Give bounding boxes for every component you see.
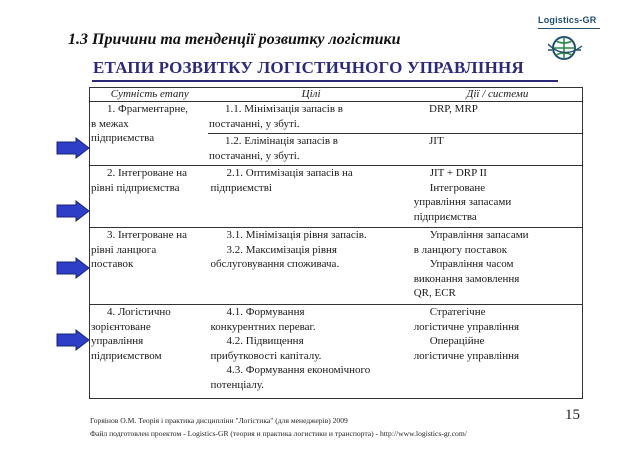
goal-text: конкурентних переваг.: [210, 320, 316, 333]
action-text: в ланцюгу поставок: [413, 243, 508, 256]
logo: [538, 7, 638, 67]
goal-cell: [210, 228, 413, 304]
stage-text: 3. Інтегроване на: [107, 229, 187, 241]
row1-subrows: [208, 102, 582, 165]
table-row: [89, 166, 583, 228]
table-row: [89, 102, 583, 166]
subrow: [208, 133, 582, 165]
right-arrow-icon: [56, 257, 90, 279]
table-header: [89, 87, 583, 102]
stage-cell: [90, 228, 210, 304]
stage-cell: [90, 102, 208, 165]
stage-text: рівні підприємства: [91, 181, 180, 194]
page-number: 15: [565, 407, 580, 423]
action-text: виконання замовлення: [413, 272, 520, 285]
stage-text: підприємством: [91, 349, 162, 362]
goal-text: 4.2. Підвищення: [226, 335, 304, 347]
header-actions: Дії / системи: [466, 88, 529, 100]
goal-cell: [208, 134, 412, 165]
goal-text: постачанні, у збуті.: [209, 149, 300, 162]
subrow: [208, 102, 582, 133]
goal-text: потенціалу.: [210, 378, 264, 391]
globe-icon: [548, 34, 584, 62]
goal-text: 1.2. Елімінація запасів в: [225, 135, 338, 147]
action-text: JIT: [429, 135, 444, 147]
goal-text: обслуговування споживача.: [210, 258, 340, 270]
goal-text: постачанні, у збуті.: [209, 117, 300, 130]
right-arrow-icon: [56, 200, 90, 222]
action-cell: [413, 166, 582, 227]
footer-citation: Горяінов О.М. Теорія і практика дисципліни "Логістика" (для менеджерів) 2009: [90, 416, 348, 425]
header-goals: Цілі: [301, 88, 321, 100]
goal-text: 4.1. Формування: [226, 306, 305, 318]
goal-text: 1.1. Мінімізація запасів в: [225, 103, 343, 115]
table-row: [89, 305, 583, 399]
action-text: Управління часом: [429, 258, 514, 270]
stage-text: рівні ланцюга: [91, 243, 157, 256]
stage-text: поставок: [91, 258, 134, 270]
goal-text: підприємстві: [210, 181, 272, 194]
stage-text: зорієнтоване: [91, 320, 151, 333]
goal-text: 3.2. Максимізація рівня: [226, 243, 337, 256]
goal-text: 2.1. Оптимізація запасів на: [226, 167, 353, 179]
stage-text: 4. Логістично: [107, 306, 171, 318]
goal-cell: [210, 305, 413, 398]
main-title: ЕТАПИ РОЗВИТКУ ЛОГІСТИЧНОГО УПРАВЛІННЯ: [93, 58, 524, 77]
stage-text: в межах: [91, 117, 129, 130]
right-arrow-icon: [56, 137, 90, 159]
table-row: [89, 228, 583, 305]
goal-text: 3.1. Мінімізація рівня запасів.: [226, 229, 367, 241]
goal-cell: [208, 102, 412, 133]
stage-cell: [90, 166, 210, 227]
action-text: логістичне управління: [413, 320, 520, 333]
action-text: логістичне управління: [413, 349, 520, 362]
stage-text: підприємства: [91, 132, 155, 144]
action-text: Управління запасами: [429, 229, 529, 241]
action-text: JIT + DRP II: [429, 167, 487, 179]
action-cell: [413, 228, 582, 304]
action-cell: [413, 305, 582, 398]
logo-underline: [538, 28, 600, 29]
right-arrow-icon: [56, 329, 90, 351]
action-text: Операційне: [429, 335, 485, 347]
action-cell: [412, 102, 582, 133]
footer-source: Файл подготовлен проектом - Logistics-GR (теория и практика логистики и транспорта) - http://www.logistics-gr.com/: [90, 429, 467, 438]
header-stage: Сутність етапу: [110, 88, 189, 100]
goal-text: 4.3. Формування економічного: [226, 364, 371, 376]
action-cell: [412, 134, 582, 165]
action-text: Стратегічне: [429, 306, 486, 318]
stage-text: 2. Інтегроване на: [107, 167, 187, 179]
action-text: управління запасами: [413, 196, 512, 208]
stage-text: 1. Фрагментарне,: [107, 103, 189, 115]
stage-cell: [90, 305, 210, 398]
goal-text: прибутковості капіталу.: [210, 349, 322, 362]
action-text: DRP, MRP: [429, 103, 478, 115]
stages-table: [89, 87, 583, 399]
section-title: 1.3 Причини та тенденції розвитку логістики: [68, 31, 401, 48]
logo-text: Logistics-GR: [538, 15, 597, 25]
title-underline: [92, 80, 558, 82]
stage-text: управління: [91, 335, 144, 347]
action-text: Інтегроване: [429, 181, 486, 194]
action-text: підприємства: [413, 210, 477, 223]
goal-cell: [210, 166, 413, 227]
action-text: QR, ECR: [413, 287, 456, 299]
